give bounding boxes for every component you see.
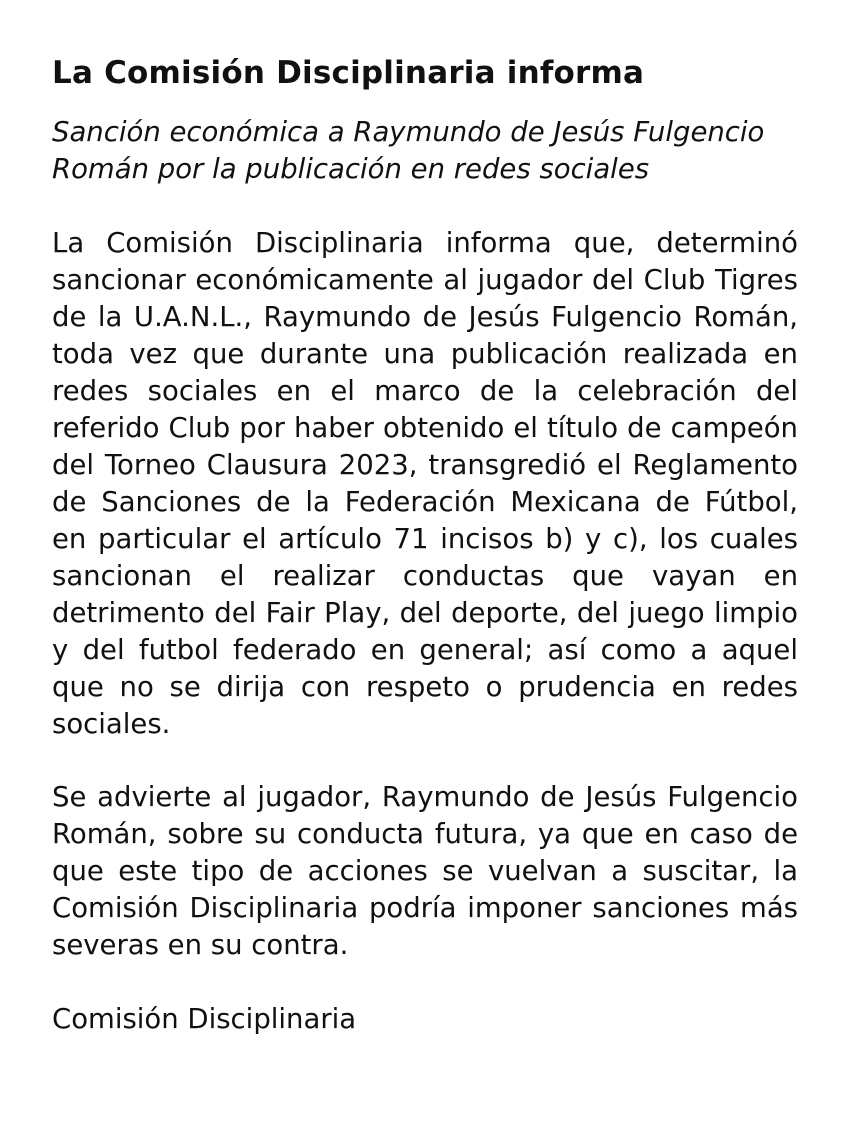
- cropped-previous-text-fragment: [52, 0, 397, 2]
- disciplinary-notice: [52, 44, 798, 1038]
- signature: Comisión Disciplinaria: [52, 1003, 357, 1035]
- body-paragraph-sanction: La Comisión Disciplinaria informa que, determinó sancionar económicamente al jugador del Club Tigres de la U.A.N.L., Raymundo de Jesús Fulgencio Román, toda vez que durante una publicación realizada en redes sociales en el marco de la celebración del referido Club por haber obtenido el título de campeón del Torneo Clausura 2023, transgredió el Reglamento de Sanciones de la Federación Mexicana de Fútbol, en particular el artículo 71 incisos b) y c), los cuales sancionan el realizar conductas que vayan en detrimento del Fair Play, del deporte, del juego limpio y del futbol federado en general; así como a aquel que no se dirija con respeto o prudencia en redes sociales.: [52, 227, 798, 740]
- headline: La Comisión Disciplinaria informa: [52, 55, 645, 91]
- subtitle: Sanción económica a Raymundo de Jesús Fulgencio Román por la publicación en redes sociales: [52, 116, 765, 185]
- body-paragraph-warning: Se advierte al jugador, Raymundo de Jesús Fulgencio Román, sobre su conducta futura, ya que en caso de que este tipo de acciones se vuelvan a suscitar, la Comisión Disciplinaria podría imponer sanciones más severas en su contra.: [52, 781, 798, 961]
